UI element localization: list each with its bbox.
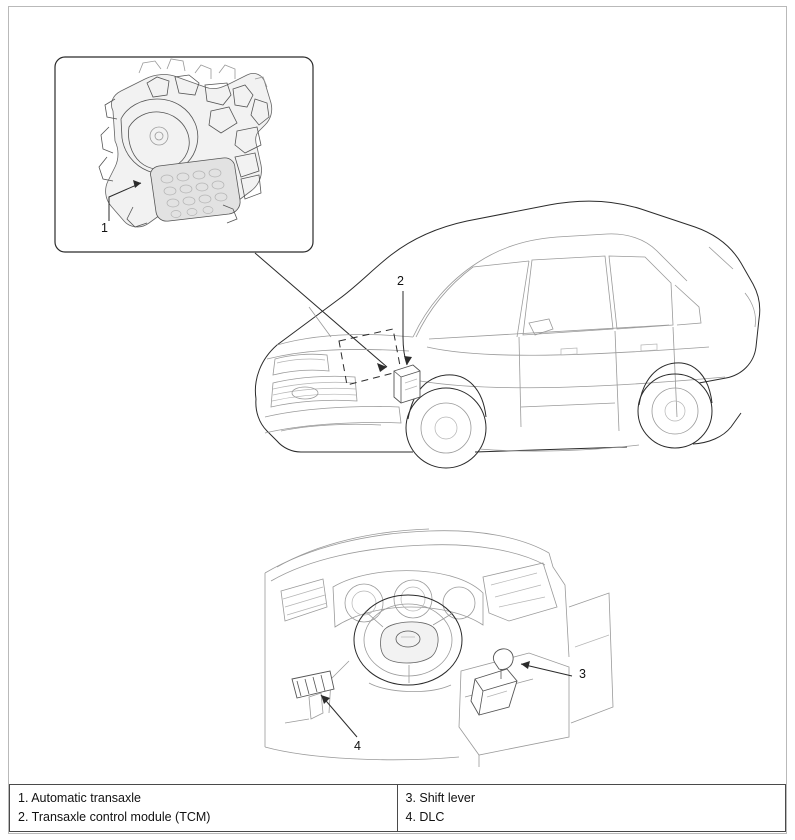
legend-item-4: 4. DLC	[405, 810, 445, 824]
component-location-diagram	[9, 7, 786, 780]
steering-wheel	[354, 595, 462, 685]
interior-dashboard	[265, 529, 613, 767]
callout-4-leader	[321, 695, 357, 737]
callout-label-1: 1	[101, 221, 108, 235]
legend-column-left	[10, 785, 398, 831]
automatic-transaxle-inset	[55, 57, 313, 252]
legend-item-2: 2. Transaxle control module (TCM)	[18, 810, 211, 824]
legend-item-3: 3. Shift lever	[405, 791, 475, 805]
diagram-area	[9, 7, 786, 780]
shift-lever	[471, 649, 517, 715]
dlc-connector	[292, 671, 334, 698]
callout-3-leader	[521, 661, 572, 676]
callout-label-2: 2	[397, 274, 404, 288]
legend-table	[9, 784, 786, 832]
vehicle-exterior	[255, 201, 759, 468]
legend-item-1: 1. Automatic transaxle	[18, 791, 141, 805]
legend-column-right	[398, 785, 786, 831]
tcm-module	[394, 365, 420, 403]
callout-label-3: 3	[579, 667, 586, 681]
callout-label-4: 4	[354, 739, 361, 753]
callout-2-leader	[403, 291, 412, 365]
